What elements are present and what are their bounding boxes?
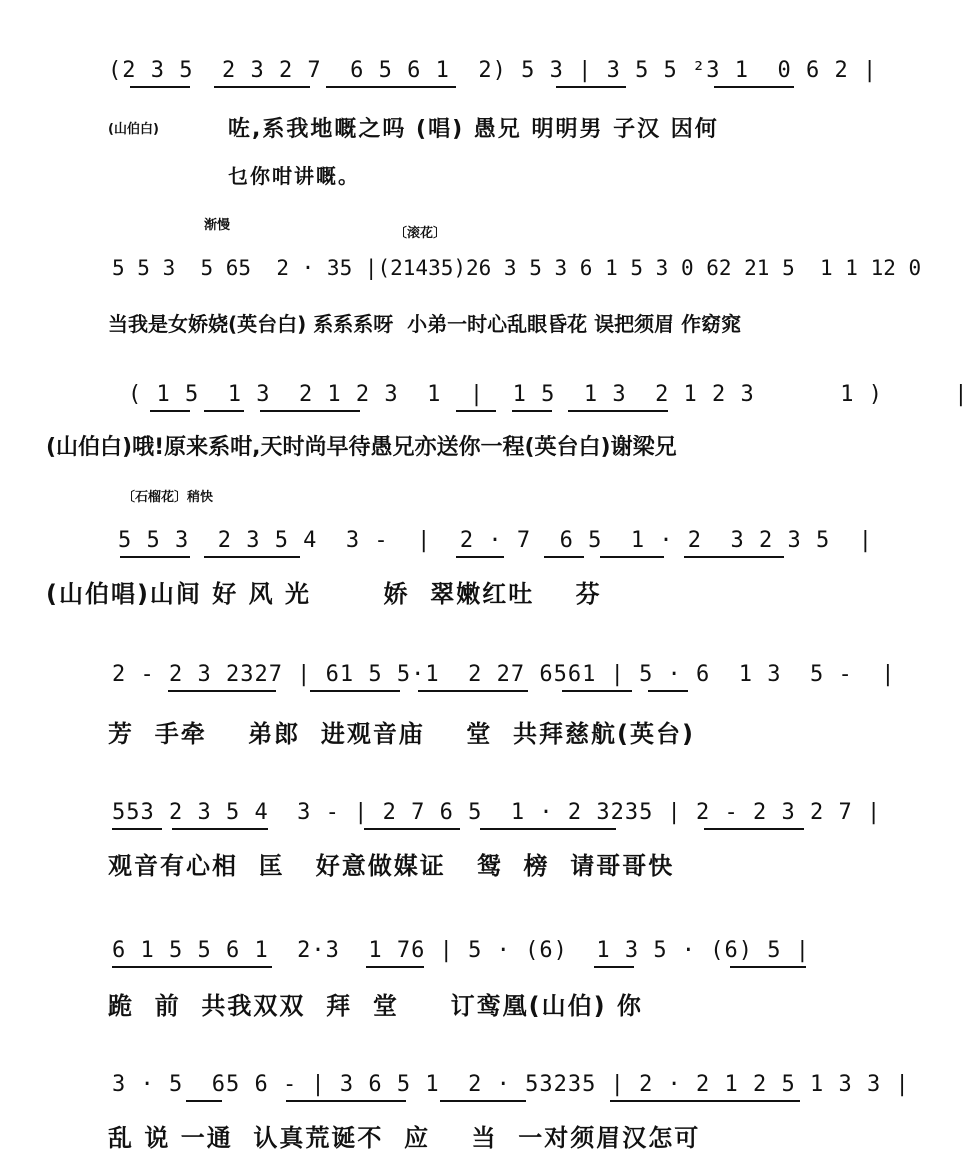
beam <box>440 1100 526 1102</box>
lyric-line-2: 当我是女娇娆(英台白) 系系系呀 小弟一时心乱眼昏花 误把须眉 作窈窕 <box>108 312 742 336</box>
beam <box>704 828 804 830</box>
beam <box>512 410 552 412</box>
notation-line-7: 6 1 5 5 6 1 2·3 1 76 | 5 · (6) 1 3 5 · (6) 5 | <box>112 938 811 963</box>
beam <box>172 828 268 830</box>
lyric-line-3: (山伯白)哦!原来系咁,天时尚早待愚兄亦送你一程(英台白)谢梁兄 <box>46 435 677 460</box>
beam <box>364 828 460 830</box>
beam <box>130 86 190 88</box>
lyric-line-4: (山伯唱)山间 好 风 光 娇 翠嫩红吐 芬 <box>46 580 602 608</box>
beam <box>610 1100 800 1102</box>
beam <box>418 690 528 692</box>
beam <box>568 410 668 412</box>
lyric-line-8: 乱 说 一通 认真荒诞不 应 当 一对须眉汉怎可 <box>108 1124 701 1152</box>
beam <box>204 556 300 558</box>
beam <box>600 556 664 558</box>
beam <box>204 410 244 412</box>
lyric-line-1: 咗,系我地嘅之吗 (唱) 愚兄 明明男 子汉 因何 <box>228 117 719 142</box>
lyric-line-6: 观音有心相 匡 好意做媒证 鸳 榜 请哥哥快 <box>108 852 675 880</box>
beam <box>684 556 784 558</box>
notation-line-5: 2 - 2 3 2327 | 61 5 5·1 2 27 6561 | 5 · 6 1 3 5 - | <box>112 662 896 687</box>
beam <box>730 966 806 968</box>
beam <box>112 966 272 968</box>
beam <box>456 410 496 412</box>
beam <box>326 86 456 88</box>
notation-line-1: (2 3 5 2 3 2 7 6 5 6 1 2) 5 3 | 3 5 5 ²3 1 0 6 2 | <box>108 58 878 83</box>
beam <box>562 690 632 692</box>
notation-line-2: 5 5 3 5 65 2 · 35 |(21435)26 3 5 3 6 1 5 3 0 62 21 5 1 1 12 0 <box>112 256 922 280</box>
notation-line-6: 553 2 3 5 4 3 - | 2 7 6 5 1 · 2 3235 | 2 - 2 3 2 7 | <box>112 800 882 825</box>
beam <box>714 86 794 88</box>
beam <box>214 86 310 88</box>
notation-line-4: 5 5 3 2 3 5 4 3 - | 2 · 7 6 5 1 · 2 3 2 3 5 | <box>118 528 873 553</box>
beam <box>648 690 688 692</box>
beam <box>556 86 626 88</box>
beam <box>168 690 276 692</box>
tune-label-2: 〔石榴花〕稍快 <box>122 490 214 505</box>
beam <box>120 556 190 558</box>
tune-label-1: 〔滚花〕 <box>394 226 447 241</box>
beam <box>480 828 616 830</box>
speaker-label-1: (山伯白) <box>108 122 159 137</box>
lyric-line-7: 跪 前 共我双双 拜 堂 订鸾凰(山伯) 你 <box>108 992 643 1020</box>
tempo-marking-1: 渐慢 <box>204 218 231 233</box>
beam <box>112 828 162 830</box>
lyric-line-1b: 乜你咁讲嘅。 <box>228 164 360 188</box>
beam <box>366 966 424 968</box>
beam <box>260 410 360 412</box>
beam <box>310 690 400 692</box>
notation-line-8: 3 · 5 65 6 - | 3 6 5 1 2 · 53235 | 2 · 2 1 2 5 1 3 3 | <box>112 1072 910 1097</box>
beam <box>150 410 190 412</box>
beam <box>186 1100 222 1102</box>
beam <box>594 966 634 968</box>
notation-line-3: ( 1 5 1 3 2 1 2 3 1 | 1 5 1 3 2 1 2 3 1 ) | <box>128 382 968 407</box>
lyric-line-5: 芳 手牵 弟郎 进观音庙 堂 共拜慈航(英台) <box>108 720 695 748</box>
beam <box>456 556 504 558</box>
beam <box>544 556 584 558</box>
beam <box>286 1100 406 1102</box>
